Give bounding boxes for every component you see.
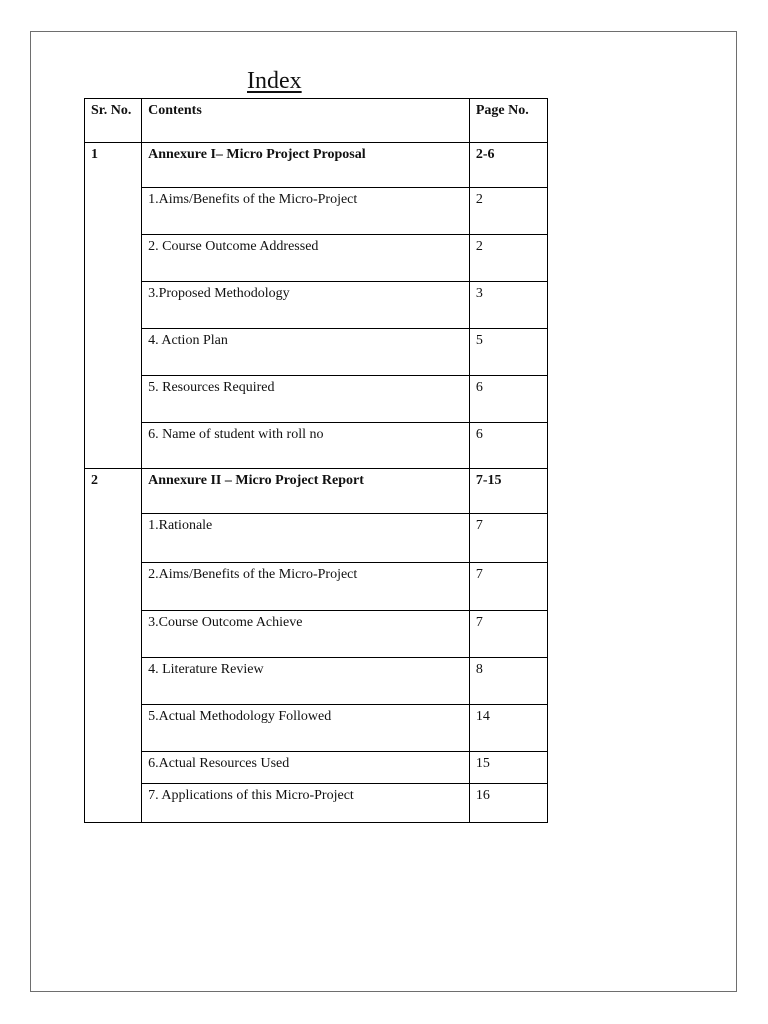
- table-row: [85, 188, 548, 235]
- item-label: 2.Aims/Benefits of the Micro-Project: [142, 563, 470, 611]
- header-sr-no: Sr. No.: [85, 99, 142, 143]
- table-row-section: [85, 143, 548, 188]
- table-row: [85, 705, 548, 752]
- item-label: 2. Course Outcome Addressed: [142, 235, 470, 282]
- item-label: 3.Course Outcome Achieve: [142, 611, 470, 658]
- item-page: 7: [469, 563, 547, 611]
- item-page: 15: [469, 752, 547, 784]
- item-label: 7. Applications of this Micro-Project: [142, 784, 470, 823]
- item-label: 6. Name of student with roll no: [142, 423, 470, 469]
- table-row: [85, 376, 548, 423]
- sr-no-cell-empty: [85, 376, 142, 423]
- table-row: [85, 658, 548, 705]
- index-table: [84, 98, 548, 823]
- header-page-no: Page No.: [469, 99, 547, 143]
- table-row: [85, 514, 548, 563]
- item-page: 3: [469, 282, 547, 329]
- table-row-section: [85, 469, 548, 514]
- sr-no-cell-empty: [85, 784, 142, 823]
- item-label: 5.Actual Methodology Followed: [142, 705, 470, 752]
- sr-no-cell-empty: [85, 235, 142, 282]
- sr-no-cell-empty: [85, 658, 142, 705]
- sr-no-cell-empty: [85, 423, 142, 469]
- page-title: Index: [247, 68, 302, 94]
- sr-no-cell-empty: [85, 705, 142, 752]
- sr-no-cell: 2: [85, 469, 142, 514]
- item-page: 6: [469, 376, 547, 423]
- item-page: 7: [469, 611, 547, 658]
- sr-no-cell-empty: [85, 282, 142, 329]
- sr-no-cell: 1: [85, 143, 142, 188]
- table-row: [85, 235, 548, 282]
- sr-no-cell-empty: [85, 563, 142, 611]
- item-label: 1.Rationale: [142, 514, 470, 563]
- table-row: [85, 611, 548, 658]
- table-row: [85, 563, 548, 611]
- item-label: 6.Actual Resources Used: [142, 752, 470, 784]
- table-row: [85, 752, 548, 784]
- item-page: 14: [469, 705, 547, 752]
- item-page: 7: [469, 514, 547, 563]
- header-row: [85, 99, 548, 143]
- item-label: 4. Literature Review: [142, 658, 470, 705]
- sr-no-cell-empty: [85, 329, 142, 376]
- section-title: Annexure I– Micro Project Proposal: [142, 143, 470, 188]
- table-row: [85, 282, 548, 329]
- sr-no-cell-empty: [85, 514, 142, 563]
- item-label: 4. Action Plan: [142, 329, 470, 376]
- item-page: 8: [469, 658, 547, 705]
- item-label: 1.Aims/Benefits of the Micro-Project: [142, 188, 470, 235]
- item-page: 5: [469, 329, 547, 376]
- table-row: [85, 423, 548, 469]
- table-row: [85, 329, 548, 376]
- sr-no-cell-empty: [85, 752, 142, 784]
- item-label: 5. Resources Required: [142, 376, 470, 423]
- section-page: 2-6: [469, 143, 547, 188]
- header-contents: Contents: [142, 99, 470, 143]
- item-label: 3.Proposed Methodology: [142, 282, 470, 329]
- item-page: 2: [469, 188, 547, 235]
- item-page: 16: [469, 784, 547, 823]
- table-row: [85, 784, 548, 823]
- section-page: 7-15: [469, 469, 547, 514]
- item-page: 6: [469, 423, 547, 469]
- sr-no-cell-empty: [85, 188, 142, 235]
- item-page: 2: [469, 235, 547, 282]
- section-title: Annexure II – Micro Project Report: [142, 469, 470, 514]
- sr-no-cell-empty: [85, 611, 142, 658]
